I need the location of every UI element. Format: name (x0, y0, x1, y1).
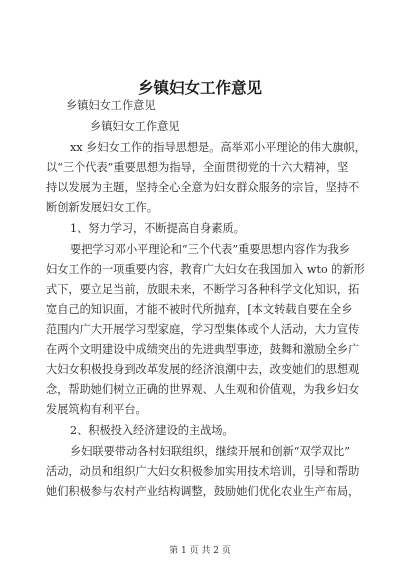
paragraph-line: 在两个文明建设中成绩突出的先进典型事迹，鼓舞和激励全乡广 (46, 343, 360, 356)
paragraph-line: 乡妇联要带动各村妇联组织，继续开展和创新“双学双比” (70, 445, 350, 458)
paragraph-line: 活动，动员和组织广大妇女积极参加实用技术培训，引导和帮助 (46, 465, 360, 478)
paragraph-line: 念，帮助她们树立正确的世界观、人生观和价值观，为我乡妇女 (46, 383, 360, 396)
paragraph-line: 断创新发展妇女工作。 (46, 201, 158, 214)
paragraph-line: 妇女工作的一项重要内容，教育广大妇女在我国加入 wto 的新形 (46, 263, 365, 276)
paragraph-line: 要把学习邓小平理论和“三个代表”重要思想内容作为我乡 (70, 243, 350, 256)
paragraph-line: 她们积极参与农村产业结构调整，鼓励她们优化农业生产布局， (46, 485, 360, 498)
paragraph-line: 宽自己的知识面，才能不被时代所抛弃，[本文转载自要在全乡 (46, 303, 353, 316)
paragraph-line: xx 乡妇女工作的指导思想是。高举邓小平理论的伟大旗帜， (70, 141, 366, 154)
subtitle-line-2: 乡镇妇女工作意见 (90, 120, 180, 133)
document-title: 乡镇妇女工作意见 (137, 78, 262, 97)
paragraph-line: 发展筑构有利平台。 (46, 403, 147, 416)
section-heading-1: 1、努力学习，不断提高自身素质。 (70, 222, 245, 235)
page-number: 第 1 页 共 2 页 (169, 546, 231, 556)
paragraph-line: 以“三个代表”重要思想为指导，全面贯彻党的十六大精神，坚 (46, 161, 349, 174)
paragraph-line: 式下，要立足当前，放眼未来，不断学习各种科学文化知识，拓 (46, 283, 360, 296)
paragraph-line: 持以发展为主题，坚持全心全意为妇女群众服务的宗旨，坚持不 (46, 181, 360, 194)
paragraph-line: 范围内广大开展学习型家庭，学习型集体或个人活动，大力宣传 (46, 323, 360, 336)
subtitle-line-1: 乡镇妇女工作意见 (66, 99, 156, 112)
section-heading-2: 2、积极投入经济建设的主战场。 (70, 424, 234, 437)
paragraph-line: 大妇女积极投身到改革发展的经济浪潮中去，改变她们的思想观 (46, 363, 360, 376)
